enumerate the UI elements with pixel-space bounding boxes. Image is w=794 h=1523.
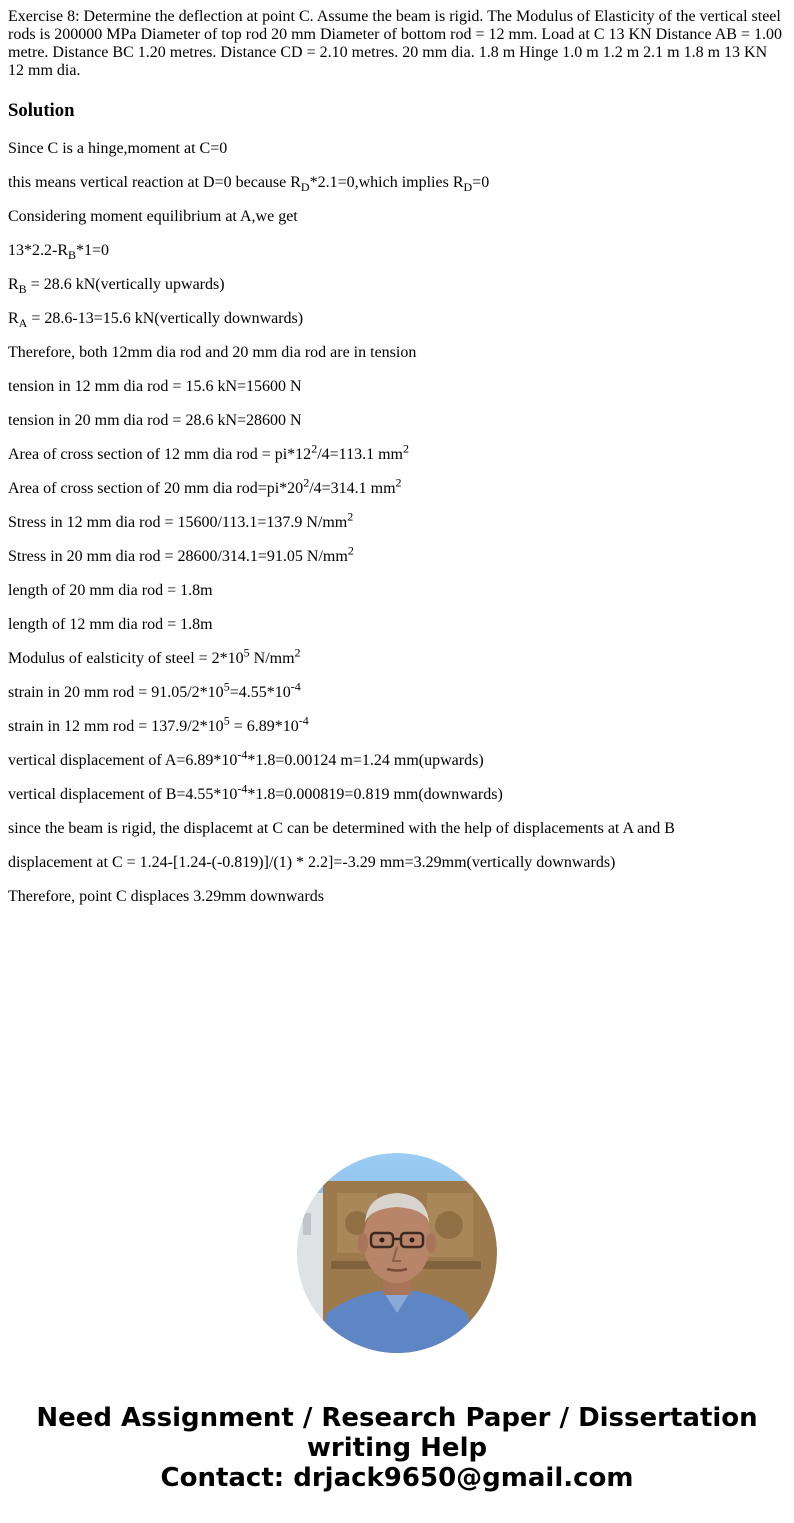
solution-line: Stress in 20 mm dia rod = 28600/314.1=91.05 $N/mm^2$ bbox=[8, 543, 354, 565]
solution-line: Area of cross section of 20 mm dia $rod=pi*20^2/4=314.1$ $mm^2$ bbox=[8, 475, 402, 497]
solution-line: strain in 20 mm rod = $91.05/2*10^5=4.55*10^{-4}$ bbox=[8, 679, 301, 701]
solution-heading: Solution bbox=[8, 100, 75, 121]
banner-contact-email[interactable]: Contact: drjack9650@gmail.com bbox=[160, 1463, 634, 1493]
author-avatar bbox=[297, 1153, 497, 1353]
solution-line: length of 20 mm dia rod = 1.8m bbox=[8, 582, 213, 599]
contact-banner bbox=[0, 1403, 794, 1493]
solution-line: Considering moment equilibrium at A,we get bbox=[8, 208, 298, 225]
exercise-question: Exercise 8: Determine the deflection at point C. Assume the beam is rigid. The Modulus of Elasticity of the vertical steel rods is 200000 MPa Diameter of top rod 20 mm Diameter of bottom rod = 12 mm. Load at C 13 KN Distance AB = 1.00 metre. Distance BC 1.20 metres. Distance CD = 2.10 metres. 20 mm dia. 1.8 m Hinge 1.0 m 1.2 m 2.1 m 1.8 m 13 KN 12 mm dia. bbox=[8, 8, 782, 79]
solution-line: $R_A = 28.6-13=15.6$ kN(vertically downwards) bbox=[8, 310, 304, 331]
solution-line: vertical displacement of $B=4.55*10^{-4}*1.8=0.000819=0.819$ mm(downwards) bbox=[8, 781, 503, 803]
banner-line: writing Help bbox=[306, 1433, 488, 1463]
solution-line: tension in 20 mm dia rod = 28.6 kN=28600 N bbox=[8, 412, 302, 429]
solution-line: displacement at C = 1.24-[1.24-(-0.819)]/(1) * 2.2]=-3.29 mm=3.29mm(vertically downwards) bbox=[8, 854, 616, 871]
solution-line: tension in 12 mm dia rod = 15.6 kN=15600 N bbox=[8, 378, 302, 395]
solution-line: Therefore, point C displaces 3.29mm downwards bbox=[8, 888, 324, 905]
solution-line: Stress in 12 mm dia rod = 15600/113.1=137.9 $N/mm^2$ bbox=[8, 509, 354, 531]
solution-line: Since C is a hinge,moment at C=0 bbox=[8, 140, 228, 157]
solution-line: Area of cross section of 12 mm dia rod = $pi*12^2/4=113.1$ $mm^2$ bbox=[8, 441, 409, 463]
solution-line: Therefore, both 12mm dia rod and 20 mm dia rod are in tension bbox=[8, 344, 417, 361]
avatar-portrait-illustration bbox=[297, 1153, 497, 1353]
solution-line: $R_B = 28.6$ kN(vertically upwards) bbox=[8, 276, 225, 297]
document-body bbox=[8, 8, 786, 922]
solution-line: vertical displacement of $A=6.89*10^{-4}*1.8=0.00124$ m=1.24 mm(upwards) bbox=[8, 747, 484, 769]
solution-line: length of 12 mm dia rod = 1.8m bbox=[8, 616, 213, 633]
solution-line: since the beam is rigid, the displacemt at C can be determined with the help of displacements at A and B bbox=[8, 820, 675, 837]
solution-line: strain in 12 mm rod = $137.9/2*10^5 = 6.89*10^{-4}$ bbox=[8, 713, 309, 735]
banner-line: Need Assignment / Research Paper / Dissertation bbox=[36, 1403, 758, 1433]
solution-line: Modulus of ealsticity of steel = $2*10^5$ $N/mm^2$ bbox=[8, 645, 301, 667]
solution-line: $13*2.2-R_B*1=0$ bbox=[8, 242, 110, 263]
solution-body bbox=[8, 140, 786, 906]
solution-line: this means vertical reaction at D=0 because $R_D*2.1=0,which$ implies $R_D=0$ bbox=[8, 174, 490, 195]
